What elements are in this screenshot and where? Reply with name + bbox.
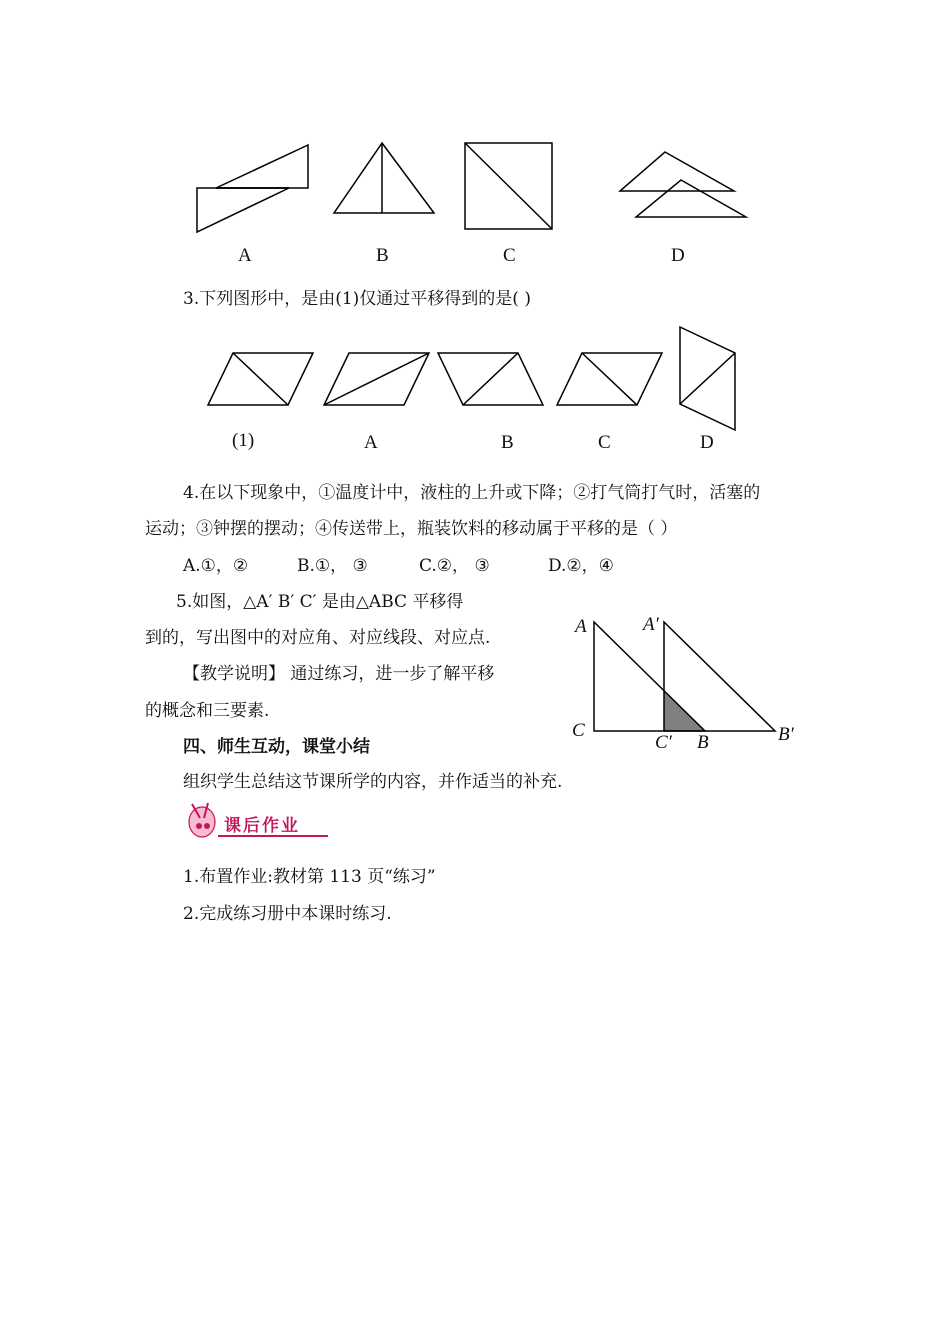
section4-body: 组织学生总结这节课所学的内容，并作适当的补充.: [183, 772, 563, 792]
q4-line1: 4.在以下现象中，①温度计中，液柱的上升或下降；②打气筒打气时，活塞的: [183, 483, 761, 503]
q5-line1: 5.如图，△A′ B′ C′ 是由△ABC 平移得: [176, 592, 464, 612]
q4-line2: 运动；③钟摆的摆动；④传送带上，瓶装饮料的移动属于平移的是（ ）: [145, 519, 678, 539]
label-b-prime: B′: [778, 724, 794, 745]
q5-note-line1: 【教学说明】 通过练习，进一步了解平移: [183, 664, 495, 684]
q3-label-a: A: [364, 432, 378, 453]
label-a-prime: A′: [643, 614, 659, 635]
section4-heading: 四、师生互动，课堂小结: [183, 737, 370, 757]
q2-figure-d: [620, 152, 746, 217]
q3-figure-b: [438, 353, 543, 405]
q3-figures: [0, 320, 950, 440]
q4-option-c: C.②， ③: [419, 556, 490, 576]
q3-label-b: B: [501, 432, 514, 453]
label-c-prime: C′: [655, 732, 672, 753]
q2-label-b: B: [376, 245, 389, 266]
homework-item-2: 2.完成练习册中本课时练习.: [183, 904, 392, 924]
q5-triangle-figure: [0, 600, 950, 760]
q2-figures: [0, 0, 950, 240]
homework-badge-label: 课后作业: [224, 816, 300, 836]
q5-note-line2: 的概念和三要素.: [145, 701, 270, 721]
q4-option-a: A.①，②: [183, 556, 249, 576]
triangle-abc: [594, 622, 705, 731]
q2-figure-a: [197, 145, 308, 232]
q3-figure-a: [324, 353, 429, 405]
q3-figure-1: [208, 353, 313, 405]
q3-text: 3.下列图形中，是由(1)仅通过平移得到的是( ): [183, 289, 531, 309]
label-a: A: [575, 616, 587, 637]
q2-label-a: A: [238, 245, 252, 266]
q4-option-d: D.②，④: [548, 556, 614, 576]
q3-label-1: (1): [232, 430, 255, 451]
q2-label-d: D: [671, 245, 685, 266]
homework-item-1: 1.布置作业:教材第 113 页“练习”: [183, 867, 436, 887]
q3-figure-d: [680, 327, 735, 430]
q4-option-b: B.①， ③: [297, 556, 368, 576]
homework-badge: [180, 800, 330, 842]
q3-figure-c: [557, 353, 662, 405]
q3-label-c: C: [598, 432, 611, 453]
q2-figure-b: [334, 143, 434, 213]
q2-figure-c: [465, 143, 552, 229]
label-b: B: [697, 732, 709, 753]
label-c: C: [572, 720, 585, 741]
pencil-cup-icon: [189, 803, 215, 837]
q3-label-d: D: [700, 432, 714, 453]
q2-label-c: C: [503, 245, 516, 266]
q5-line2: 到的，写出图中的对应角、对应线段、对应点.: [145, 628, 491, 648]
